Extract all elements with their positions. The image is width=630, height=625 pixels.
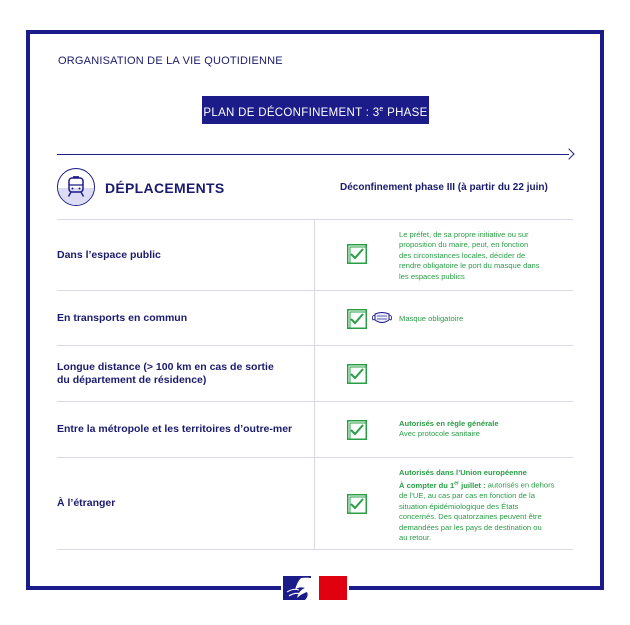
table-row (57, 219, 573, 290)
row-label: À l’étranger (57, 458, 315, 549)
table-row (57, 345, 573, 401)
divider-arrow (57, 154, 569, 155)
mask-icon (371, 311, 393, 325)
check-icon (347, 244, 367, 264)
row-note: Autorisés en règle générale Avec protocole sanitaire (399, 419, 499, 439)
row-label: Entre la métropole et les territoires d’outre-mer (57, 402, 315, 457)
row-value (315, 220, 573, 290)
table-row (57, 457, 573, 550)
row-note: Masque obligatoire (399, 314, 464, 323)
phase-banner: PLAN DE DÉCONFINEMENT : 3e PHASE (202, 96, 429, 124)
check-icon (347, 420, 367, 440)
row-note: Autorisés dans l’Union européenne À compter du 1er juillet : autorisés en dehors de l’UE, au cas par cas en fonction de la situation épidémiologique des États concernés. Des quatorzaines peuvent être demandées par les pays de destination ou au retour. (399, 468, 555, 542)
section-title: DÉPLACEMENTS (105, 180, 225, 196)
train-icon (57, 168, 95, 206)
measures-table (57, 219, 573, 550)
row-value (315, 291, 573, 345)
row-label: Dans l’espace public (57, 220, 315, 290)
phase-column-title: Déconfinement phase III (à partir du 22 juin) (340, 182, 548, 193)
check-icon (347, 309, 367, 329)
org-title: ORGANISATION DE LA VIE QUOTIDIENNE (58, 55, 283, 67)
table-row (57, 401, 573, 457)
row-value (315, 346, 573, 401)
row-value (315, 458, 573, 549)
row-label: Longue distance (> 100 km en cas de sortie du département de résidence) (57, 346, 315, 401)
check-icon (347, 364, 367, 384)
marianne-logo (281, 574, 349, 602)
table-row (57, 290, 573, 345)
row-value (315, 402, 573, 457)
row-note: Le préfet, de sa propre initiative ou sur proposition du maire, peut, en fonction des circonstances locales, décider de rendre obligatoire le port du masque dans les espaces publics (399, 230, 540, 281)
row-label: En transports en commun (57, 291, 315, 345)
check-icon (347, 494, 367, 514)
